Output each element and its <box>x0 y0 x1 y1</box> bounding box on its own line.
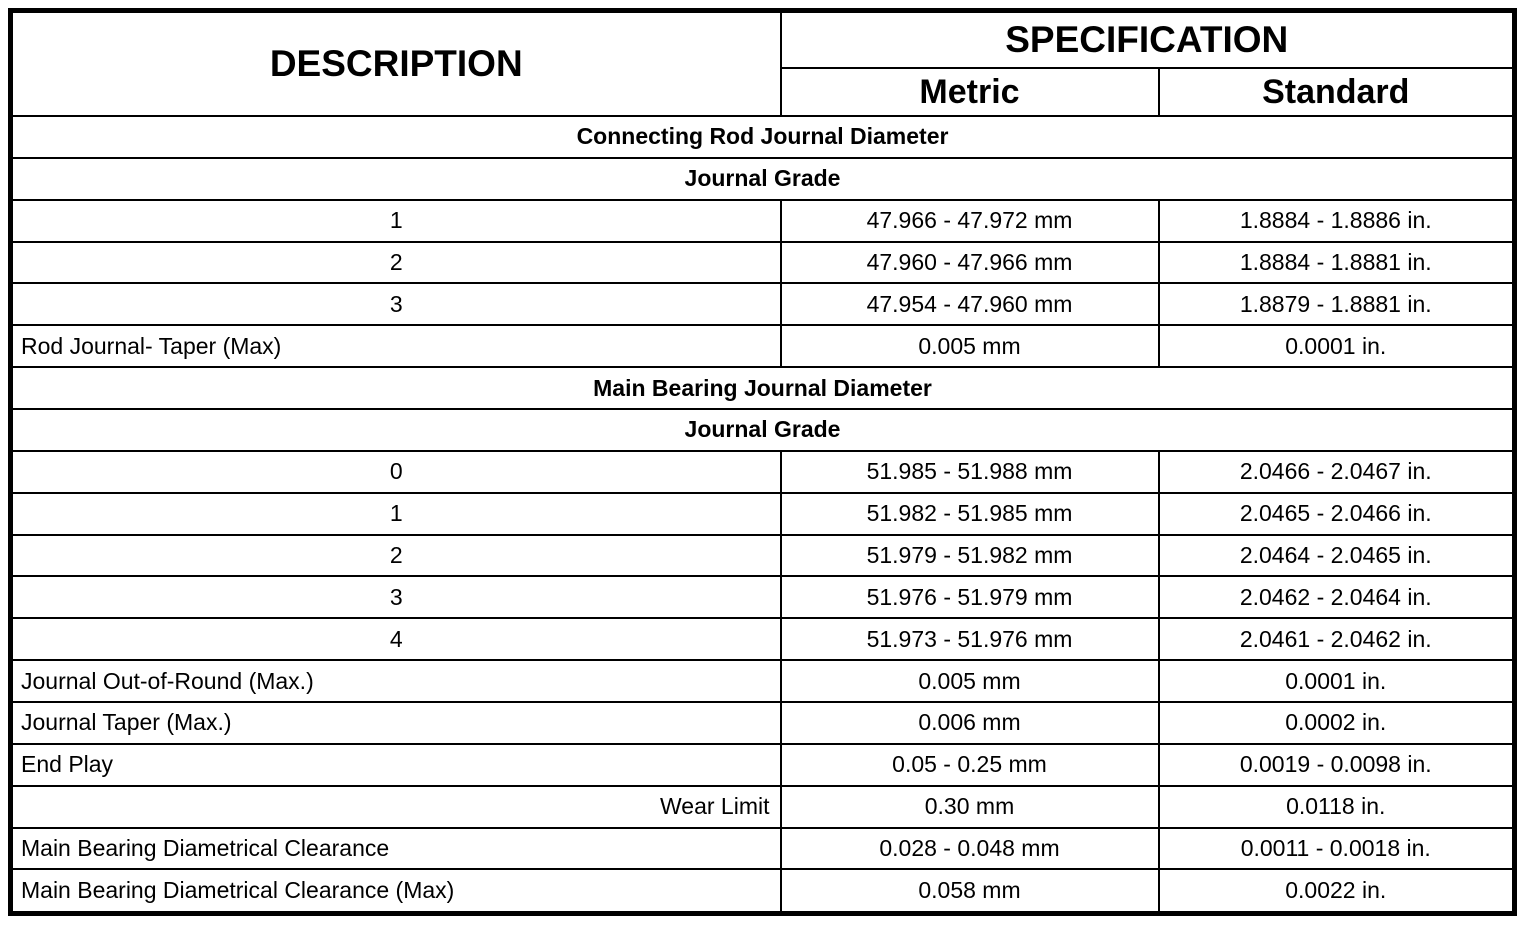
metric-cell: 47.960 - 47.966 mm <box>781 242 1159 284</box>
col-header-specification: SPECIFICATION <box>781 11 1515 69</box>
standard-cell: 0.0118 in. <box>1159 786 1515 828</box>
section-title: Connecting Rod Journal Diameter <box>11 116 1515 158</box>
table-header <box>11 11 1515 117</box>
metric-cell: 47.954 - 47.960 mm <box>781 283 1159 325</box>
metric-cell: 0.05 - 0.25 mm <box>781 744 1159 786</box>
standard-cell: 0.0022 in. <box>1159 869 1515 913</box>
table-row <box>11 283 1515 325</box>
table-row <box>11 493 1515 535</box>
table-row <box>11 200 1515 242</box>
description-cell: 1 <box>11 200 781 242</box>
standard-cell: 0.0001 in. <box>1159 325 1515 367</box>
table-row <box>11 535 1515 577</box>
table-row <box>11 744 1515 786</box>
description-cell: 1 <box>11 493 781 535</box>
metric-cell: 0.005 mm <box>781 660 1159 702</box>
standard-cell: 2.0466 - 2.0467 in. <box>1159 451 1515 493</box>
section-title: Main Bearing Journal Diameter <box>11 367 1515 409</box>
table-row <box>11 702 1515 744</box>
standard-cell: 1.8884 - 1.8881 in. <box>1159 242 1515 284</box>
description-cell: Wear Limit <box>11 786 781 828</box>
table-row <box>11 786 1515 828</box>
section-row <box>11 158 1515 200</box>
table-row <box>11 325 1515 367</box>
metric-cell: 51.982 - 51.985 mm <box>781 493 1159 535</box>
standard-cell: 2.0464 - 2.0465 in. <box>1159 535 1515 577</box>
metric-cell: 0.006 mm <box>781 702 1159 744</box>
description-cell: Main Bearing Diametrical Clearance (Max) <box>11 869 781 913</box>
metric-cell: 51.979 - 51.982 mm <box>781 535 1159 577</box>
metric-cell: 0.058 mm <box>781 869 1159 913</box>
metric-cell: 0.30 mm <box>781 786 1159 828</box>
standard-cell: 0.0011 - 0.0018 in. <box>1159 828 1515 870</box>
table-row <box>11 660 1515 702</box>
standard-cell: 2.0465 - 2.0466 in. <box>1159 493 1515 535</box>
description-cell: Rod Journal- Taper (Max) <box>11 325 781 367</box>
metric-cell: 51.973 - 51.976 mm <box>781 618 1159 660</box>
metric-cell: 0.005 mm <box>781 325 1159 367</box>
spec-table <box>8 8 1517 916</box>
standard-cell: 0.0002 in. <box>1159 702 1515 744</box>
section-row <box>11 116 1515 158</box>
description-cell: Main Bearing Diametrical Clearance <box>11 828 781 870</box>
table-row <box>11 576 1515 618</box>
section-row <box>11 367 1515 409</box>
table-row <box>11 242 1515 284</box>
standard-cell: 2.0462 - 2.0464 in. <box>1159 576 1515 618</box>
col-header-description: DESCRIPTION <box>11 11 781 117</box>
metric-cell: 0.028 - 0.048 mm <box>781 828 1159 870</box>
header-row-1 <box>11 11 1515 69</box>
description-cell: 3 <box>11 576 781 618</box>
section-row <box>11 409 1515 451</box>
table-row <box>11 828 1515 870</box>
standard-cell: 0.0001 in. <box>1159 660 1515 702</box>
description-cell: End Play <box>11 744 781 786</box>
description-cell: 2 <box>11 535 781 577</box>
table-body <box>11 116 1515 914</box>
description-cell: Journal Taper (Max.) <box>11 702 781 744</box>
description-cell: 3 <box>11 283 781 325</box>
description-cell: 2 <box>11 242 781 284</box>
section-title: Journal Grade <box>11 158 1515 200</box>
metric-cell: 51.976 - 51.979 mm <box>781 576 1159 618</box>
section-title: Journal Grade <box>11 409 1515 451</box>
description-cell: 4 <box>11 618 781 660</box>
table-row <box>11 869 1515 913</box>
standard-cell: 2.0461 - 2.0462 in. <box>1159 618 1515 660</box>
metric-cell: 47.966 - 47.972 mm <box>781 200 1159 242</box>
col-header-standard: Standard <box>1159 68 1515 116</box>
table-row <box>11 618 1515 660</box>
table-row <box>11 451 1515 493</box>
col-header-metric: Metric <box>781 68 1159 116</box>
metric-cell: 51.985 - 51.988 mm <box>781 451 1159 493</box>
description-cell: 0 <box>11 451 781 493</box>
description-cell: Journal Out-of-Round (Max.) <box>11 660 781 702</box>
standard-cell: 0.0019 - 0.0098 in. <box>1159 744 1515 786</box>
standard-cell: 1.8884 - 1.8886 in. <box>1159 200 1515 242</box>
standard-cell: 1.8879 - 1.8881 in. <box>1159 283 1515 325</box>
